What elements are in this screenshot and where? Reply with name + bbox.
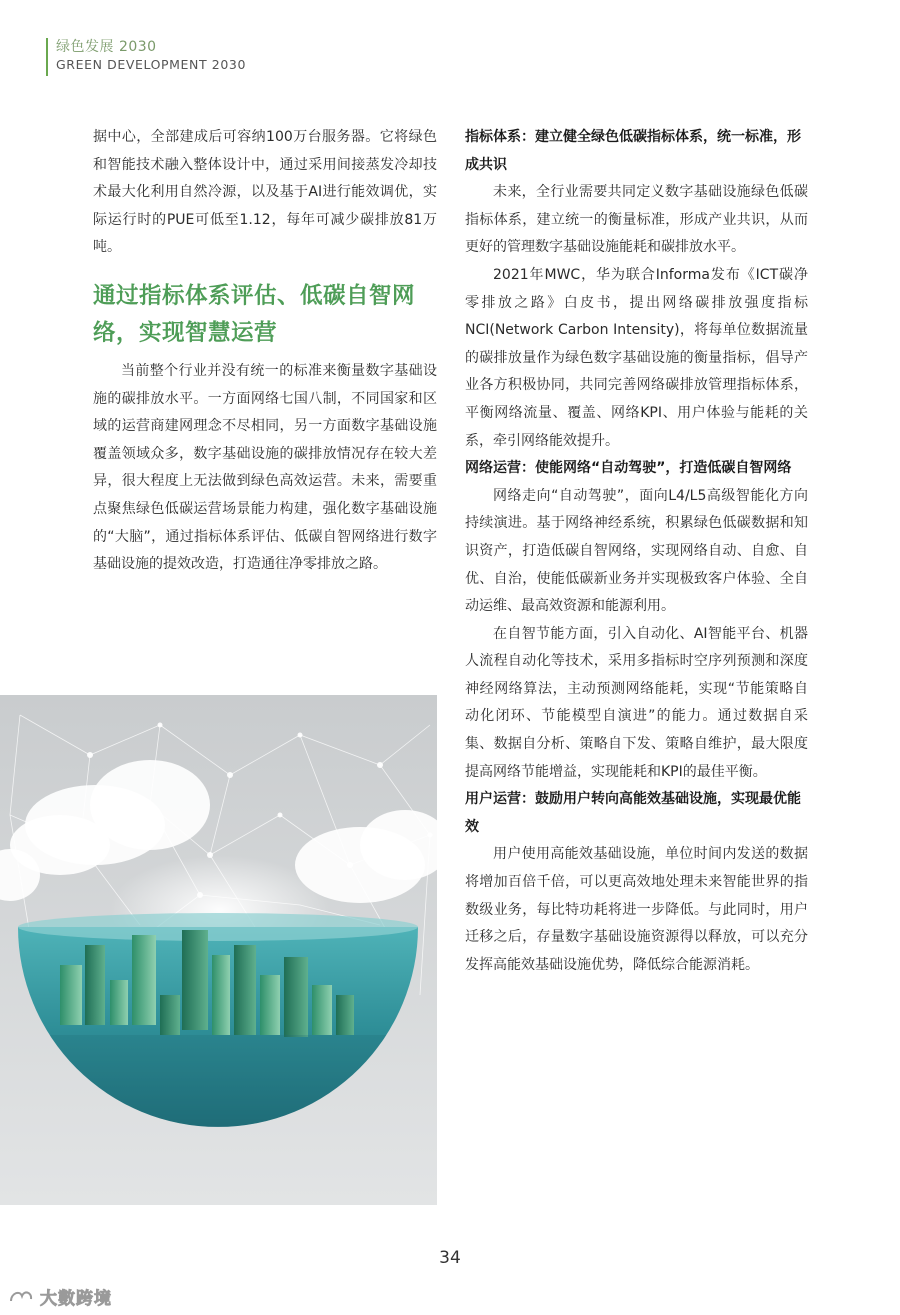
- page-number: 34: [439, 1248, 461, 1268]
- header-title-cn: 绿色发展 2030: [56, 39, 157, 55]
- watermark-text: 大數跨境: [40, 1288, 112, 1309]
- running-header: [46, 38, 246, 76]
- subsection-heading-network: 网络运营：使能网络“自动驾驶”，打造低碳自智网络: [465, 460, 792, 477]
- section-heading: 通过指标体系评估、低碳自智网络，实现智慧运营: [93, 282, 416, 346]
- network-paragraph-2: 在自智节能方面，引入自动化、AI智能平台、机器人流程自动化等技术，采用多指标时空序列预测和深度神经网络算法，主动预测网络能耗，实现“节能策略自动化闭环、节能模型自演进”的能力。通过数据自采集、数据自分析、策略自下发、策略自维护，最大限度提高网络节能增益，实现能耗和KPI的最佳平衡。: [465, 625, 808, 780]
- left-column: [93, 124, 437, 579]
- subsection-heading-indicators: 指标体系：建立健全绿色低碳指标体系，统一标准，形成共识: [465, 129, 801, 173]
- subsection-heading-user: 用户运营：鼓励用户转向高能效基础设施，实现最优能效: [465, 791, 801, 835]
- watermark-logo-icon: [8, 1287, 34, 1305]
- section-paragraph: 当前整个行业并没有统一的标准来衡量数字基础设施的碳排放水平。一方面网络七国八制，不同国家和区域的运营商建网理念不尽相同，另一方面数字基础设施覆盖领域众多，数字基础设施的碳排放情况存在较大差异，很大程度上无法做到绿色高效运营。未来，需要重点聚焦绿色低碳运营场景能力构建，强化数字基础设施的“大脑”，通过指标体系评估、低碳自智网络进行数字基础设施的提效改造，打造通往净零排放之路。: [93, 362, 437, 573]
- watermark: [8, 1284, 112, 1308]
- indicators-paragraph-2: 2021年MWC，华为联合Informa发布《ICT碳净零排放之路》白皮书，提出网络碳排放强度指标NCI(Network Carbon Intensity)，将每单位数据流量的碳排放量作为绿色数字基础设施的衡量指标，倡导产业各方积极协同，共同完善网络碳排放管理指标体系，平衡网络流量、覆盖、网络KPI、用户体验与能耗的关系，牵引网络能效提升。: [465, 266, 808, 449]
- header-title-en: GREEN DEVELOPMENT 2030: [56, 57, 247, 72]
- indicators-paragraph-1: 未来，全行业需要共同定义数字基础设施绿色低碳指标体系，建立统一的衡量标准，形成产业共识，从而更好的管理数字基础设施能耗和碳排放水平。: [465, 184, 808, 256]
- city-cloud-network-illustration: [0, 695, 437, 1205]
- intro-paragraph: 据中心，全部建成后可容纳100万台服务器。它将绿色和智能技术融入整体设计中，通过采用间接蒸发冷却技术最大化利用自然冷源，以及基于AI进行能效调优，实际运行时的PUE可低至1.12，每年可减少碳排放81万吨。: [93, 129, 437, 256]
- user-paragraph: 用户使用高能效基础设施，单位时间内发送的数据将增加百倍千倍，可以更高效地处理未来智能世界的指数级业务，每比特功耗将进一步降低。与此同时，用户迁移之后，存量数字基础设施资源得以释放，可以充分发挥高能效基础设施优势，降低综合能源消耗。: [465, 846, 808, 973]
- network-paragraph-1: 网络走向“自动驾驶”，面向L4/L5高级智能化方向持续演进。基于网络神经系统，积累绿色低碳数据和知识资产，打造低碳自智网络，实现网络自动、自愈、自优、自治，使能低碳新业务并实现极致客户体验、全自动运维、最高效资源和能源利用。: [465, 487, 808, 615]
- right-column: [465, 124, 808, 979]
